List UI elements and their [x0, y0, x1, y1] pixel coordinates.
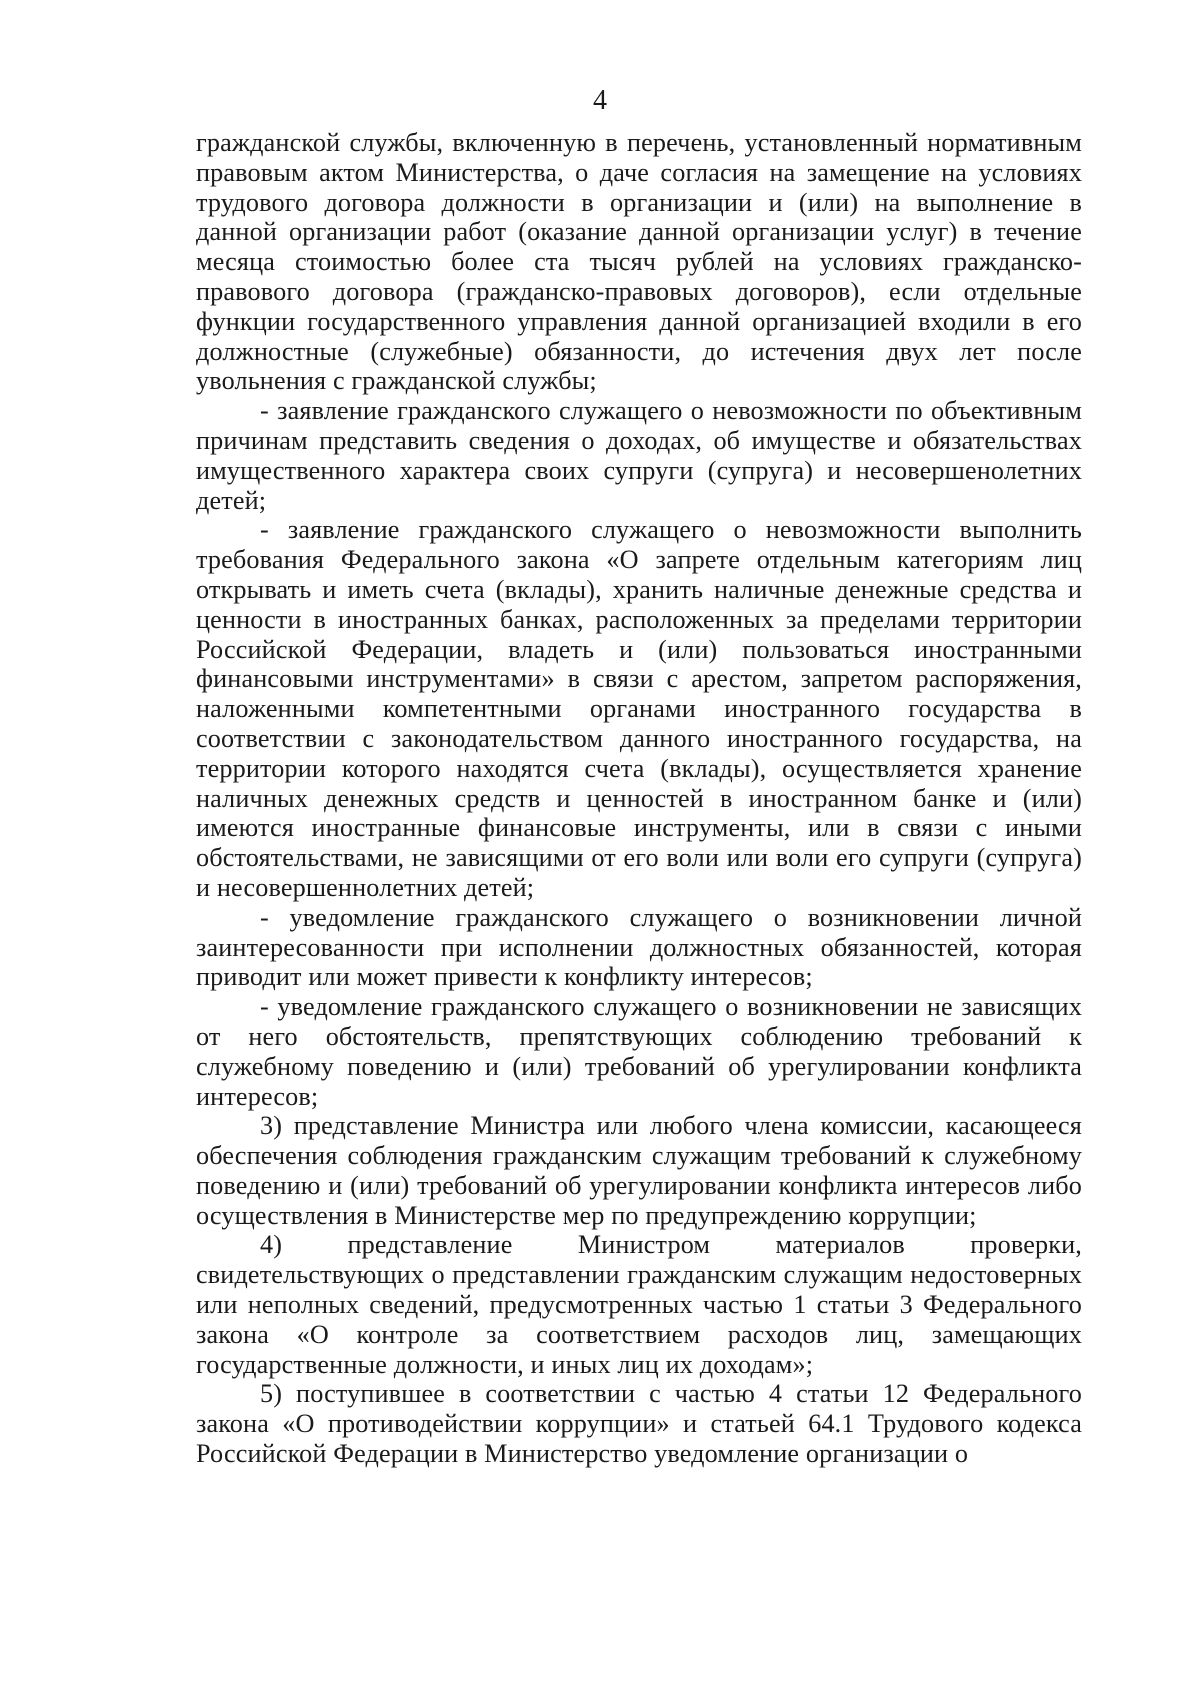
- paragraph-item-3: 3) представление Министра или любого члена комиссии, касающееся обеспечения соблюдения гражданским служащим требований к служебному поведению и (или) требований об урегулировании конфликта интересов либо осуществления в Министерстве мер по предупреждению коррупции;: [196, 1111, 1082, 1230]
- paragraph-continuation: гражданской службы, включенную в перечень, установленный нормативным правовым актом Министерства, о даче согласия на замещение на условиях трудового договора должности в организации и (или) на выполнение в данной организации работ (оказание данной организации услуг) в течение месяца стоимостью более ста тысяч рублей на условиях гражданско-правового договора (гражданско-правовых договоров), если отдельные функции государственного управления данной организацией входили в его должностные (служебные) обязанности, до истечения двух лет после увольнения с гражданской службы;: [196, 128, 1082, 396]
- paragraph-item-5: 5) поступившее в соответствии с частью 4 статьи 12 Федерального закона «О противодействии коррупции» и статьей 64.1 Трудового кодекса Российской Федерации в Министерство уведомление организации о: [196, 1379, 1082, 1469]
- paragraph-item-4: 4) представление Министром материалов проверки, свидетельствующих о представлении гражданским служащим недостоверных или неполных сведений, предусмотренных частью 1 статьи 3 Федерального закона «О контроле за соответствием расходов лиц, замещающих государственные должности, и иных лиц их доходам»;: [196, 1230, 1082, 1379]
- page-number: 4: [593, 85, 607, 116]
- paragraph-circumstances-notice: - уведомление гражданского служащего о возникновении не зависящих от него обстоятельств, препятствующих соблюдению требований к служебному поведению и (или) требований об урегулировании конфликта интересов;: [196, 992, 1082, 1111]
- paragraph-conflict-of-interest-notice: - уведомление гражданского служащего о возникновении личной заинтересованности при исполнении должностных обязанностей, которая приводит или может привести к конфликту интересов;: [196, 902, 1082, 992]
- paragraph-foreign-accounts-statement: - заявление гражданского служащего о невозможности выполнить требования Федерального закона «О запрете отдельным категориям лиц открывать и иметь счета (вклады), хранить наличные денежные средства и ценности в иностранных банках, расположенных за пределами территории Российской Федерации, владеть и (или) пользоваться иностранными финансовыми инструментами» в связи с арестом, запретом распоряжения, наложенными компетентными органами иностранного государства в соответствии с законодательством данного иностранного государства, на территории которого находятся счета (вклады), осуществляется хранение наличных денежных средств и ценностей в иностранном банке и (или) имеются иностранные финансовые инструменты, или в связи с иными обстоятельствами, не зависящими от его воли или воли его супруги (супруга) и несовершеннолетних детей;: [196, 515, 1082, 902]
- paragraph-spouse-income-statement: - заявление гражданского служащего о невозможности по объективным причинам представить сведения о доходах, об имуществе и обязательствах имущественного характера своих супруги (супруга) и несовершенолетних детей;: [196, 396, 1082, 515]
- document-body: [196, 128, 1082, 1469]
